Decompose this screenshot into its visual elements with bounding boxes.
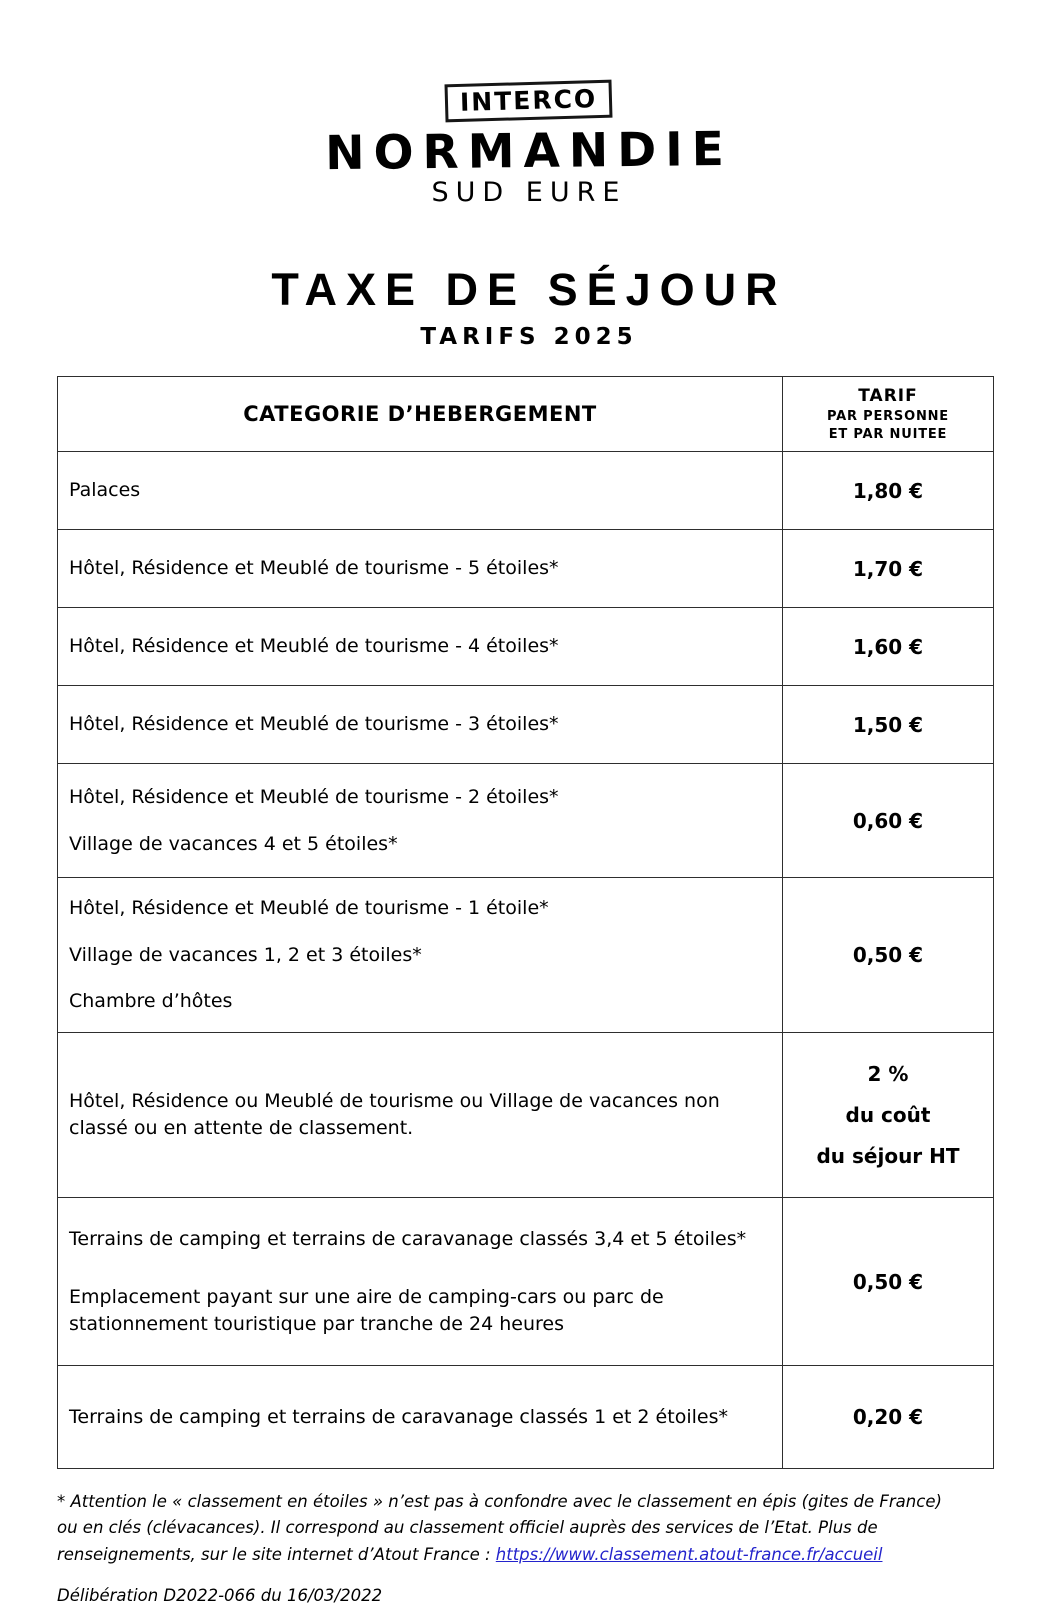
category-line: Hôtel, Résidence et Meublé de tourisme - 4 étoiles* <box>69 635 559 658</box>
category-line: Emplacement payant sur une aire de camping-cars ou parc de stationnement touristique par tranche de 24 heures <box>69 1286 664 1335</box>
tarif-cell <box>783 530 994 608</box>
footnote-text: * Attention le « classement en étoiles » n’est pas à confondre avec le classement en épis (gites de France) ou en clés (clévacances). Il correspond au classement officiel auprès des services de l’Etat. Plus de renseignements, sur le site internet d’Atout France : <box>57 1492 942 1564</box>
table-row <box>58 1033 994 1198</box>
tarif-value: 2 % <box>867 1062 909 1086</box>
logo <box>0 0 1058 206</box>
tarif-header <box>783 377 994 452</box>
category-header: CATEGORIE D’HEBERGEMENT <box>58 377 783 452</box>
category-line: Terrains de camping et terrains de caravanage classés 3,4 et 5 étoiles* <box>69 1227 747 1250</box>
page-subtitle: TARIFS 2025 <box>420 324 638 350</box>
atout-france-link[interactable]: https://www.classement.atout-france.fr/accueil <box>495 1544 883 1564</box>
category-cell <box>58 764 783 878</box>
table-row <box>58 608 994 686</box>
category-cell <box>58 530 783 608</box>
category-line: Village de vacances 1, 2 et 3 étoiles* <box>69 943 422 966</box>
tariff-table <box>57 376 994 1469</box>
tarif-header-sub2: ET PAR NUITEE <box>828 427 948 442</box>
category-cell <box>58 1033 783 1198</box>
tarif-value: 0,50 € <box>852 1269 924 1294</box>
tarif-value: du séjour HT <box>816 1144 960 1168</box>
table-row <box>58 878 994 1033</box>
page-title: TAXE DE SÉJOUR <box>271 264 787 315</box>
table-row <box>58 530 994 608</box>
tarif-value: 1,50 € <box>852 712 924 737</box>
category-line: Hôtel, Résidence et Meublé de tourisme - 5 étoiles* <box>69 557 559 580</box>
table-row <box>58 686 994 764</box>
tarif-value: 0,60 € <box>852 808 924 833</box>
table-row <box>58 452 994 530</box>
table-row <box>58 1366 994 1469</box>
footnote <box>57 1489 945 1568</box>
tarif-cell <box>783 686 994 764</box>
category-cell <box>58 452 783 530</box>
tarif-cell <box>783 452 994 530</box>
category-line: Hôtel, Résidence et Meublé de tourisme - 3 étoiles* <box>69 713 559 736</box>
tarif-value: 0,50 € <box>852 943 924 967</box>
logo-sud-eure-text: SUD EURE <box>431 177 627 208</box>
table-row <box>58 1198 994 1366</box>
tarif-value: 1,70 € <box>852 556 924 581</box>
tarif-header-title: TARIF <box>858 386 918 406</box>
logo-interco-badge: INTERCO <box>445 80 613 123</box>
table-header-row <box>58 377 994 452</box>
tarif-value: 0,20 € <box>852 1405 924 1429</box>
logo-normandie-text: NORMANDIE <box>324 121 734 182</box>
table-row <box>58 764 994 878</box>
tarif-header-sub1: PAR PERSONNE <box>826 409 949 424</box>
category-line: Hôtel, Résidence et Meublé de tourisme - 2 étoiles* <box>69 785 559 808</box>
category-cell <box>58 686 783 764</box>
category-line: Hôtel, Résidence et Meublé de tourisme - 1 étoile* <box>69 897 549 920</box>
tarif-cell <box>783 878 994 1033</box>
tarif-cell <box>783 1033 994 1198</box>
tarif-value: 1,60 € <box>852 634 924 659</box>
category-cell <box>58 1366 783 1469</box>
tarif-cell <box>783 764 994 878</box>
category-line: Palaces <box>69 479 141 502</box>
category-cell <box>58 878 783 1033</box>
category-line: Hôtel, Résidence ou Meublé de tourisme ou Village de vacances non classé ou en attente de classement. <box>69 1090 720 1139</box>
category-cell <box>58 1198 783 1366</box>
tarif-value: du coût <box>845 1103 931 1127</box>
category-line: Village de vacances 4 et 5 étoiles* <box>69 832 398 855</box>
category-line: Terrains de camping et terrains de caravanage classés 1 et 2 étoiles* <box>69 1405 728 1428</box>
tarif-cell <box>783 1366 994 1469</box>
category-line: Chambre d’hôtes <box>69 990 233 1013</box>
tarif-cell <box>783 1198 994 1366</box>
deliberation-note: Délibération D2022-066 du 16/03/2022 <box>57 1586 383 1605</box>
category-cell <box>58 608 783 686</box>
tarif-cell <box>783 608 994 686</box>
tarif-value: 1,80 € <box>852 478 924 503</box>
